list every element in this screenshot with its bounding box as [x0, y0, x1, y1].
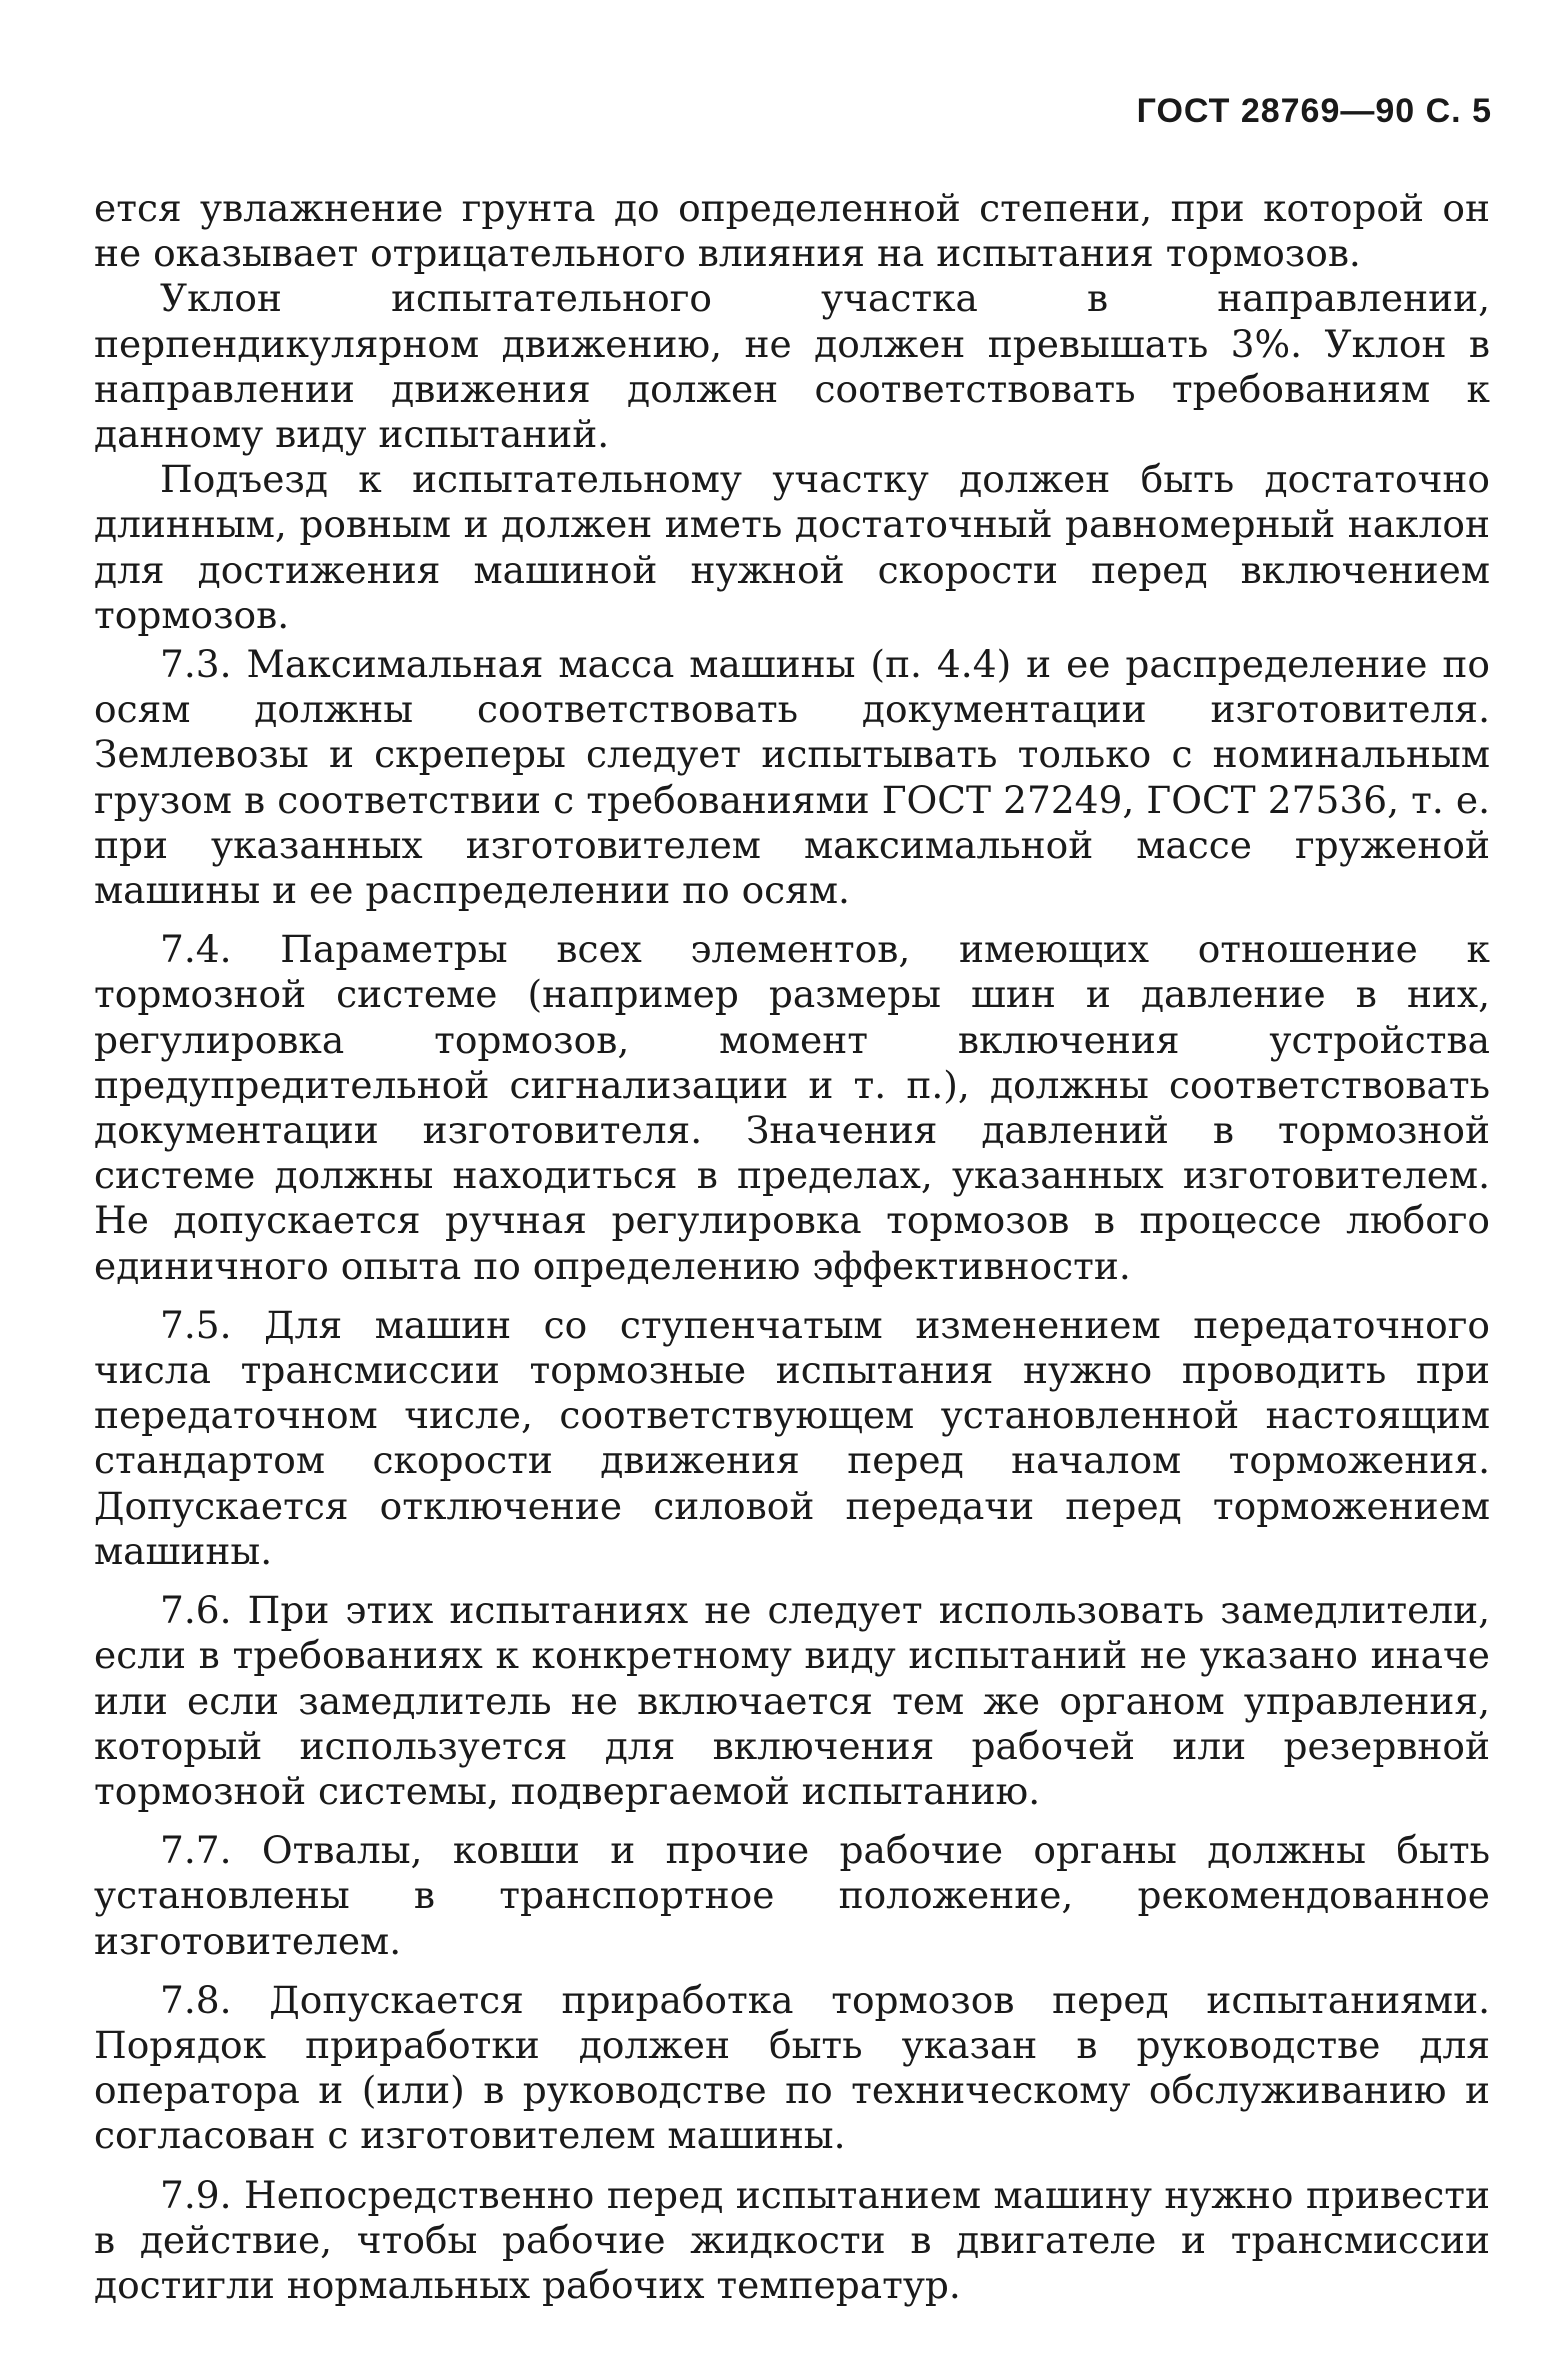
- clause-7-9: 7.9. Непосредственно перед испытанием машину нужно привести в действие, чтобы рабочие жидкости в двигателе и трансмиссии достигли нормальных рабочих температур.: [94, 2172, 1490, 2307]
- running-header: ГОСТ 28769—90 С. 5: [1136, 92, 1492, 130]
- paragraph-slope: Уклон испытательного участка в направлении, перпендикулярном движению, не должен превышать 3%. Уклон в направлении движения должен соответствовать требованиям к данному виду испытаний.: [94, 276, 1490, 457]
- clause-7-6: 7.6. При этих испытаниях не следует использовать замедлители, если в требованиях к конкретному виду испытаний не указано иначе или если замедлитель не включается тем же органом управления, который используется для включения рабочей или резервной тормозной системы, подвергаемой испытанию.: [94, 1588, 1490, 1813]
- paragraph-approach: Подъезд к испытательному участку должен быть достаточно длинным, ровным и должен иметь достаточный равномерный наклон для достижения машиной нужной скорости перед включением тормозов.: [94, 457, 1490, 637]
- clause-7-8: 7.8. Допускается приработка тормозов перед испытаниями. Порядок приработки должен быть указан в руководстве для оператора и (или) в руководстве по техническому обслуживанию и согласован с изготовителем машины.: [94, 1977, 1490, 2158]
- clause-7-7: 7.7. Отвалы, ковши и прочие рабочие органы должны быть установлены в транспортное положение, рекомендованное изготовителем.: [94, 1828, 1490, 1963]
- clause-7-3: 7.3. Максимальная масса машины (п. 4.4) и ее распределение по осям должны соответствовать документации изготовителя. Землевозы и скреперы следует испытывать только с номинальным грузом в соответствии с требованиями ГОСТ 27249, ГОСТ 27536, т. е. при указанных изготовителем максимальной массе груженой машины и ее распределении по осям.: [94, 642, 1490, 913]
- paragraph-continuation: ется увлажнение грунта до определенной степени, при которой он не оказывает отрицательного влияния на испытания тормозов.: [94, 186, 1490, 276]
- body-text: [94, 186, 1490, 2308]
- clause-7-4: 7.4. Параметры всех элементов, имеющих отношение к тормозной системе (например размеры шин и давление в них, регулировка тормозов, момент включения устройства предупредительной сигнализации и т. п.), должны соответствовать документации изготовителя. Значения давлений в тормозной системе должны находиться в пределах, указанных изготовителем. Не допускается ручная регулировка тормозов в процессе любого единичного опыта по определению эффективности.: [94, 927, 1490, 1288]
- clause-7-5: 7.5. Для машин со ступенчатым изменением передаточного числа трансмиссии тормозные испытания нужно проводить при передаточном числе, соответствующем установленной настоящим стандартом скорости движения перед началом торможения. Допускается отключение силовой передачи перед торможением машины.: [94, 1302, 1490, 1573]
